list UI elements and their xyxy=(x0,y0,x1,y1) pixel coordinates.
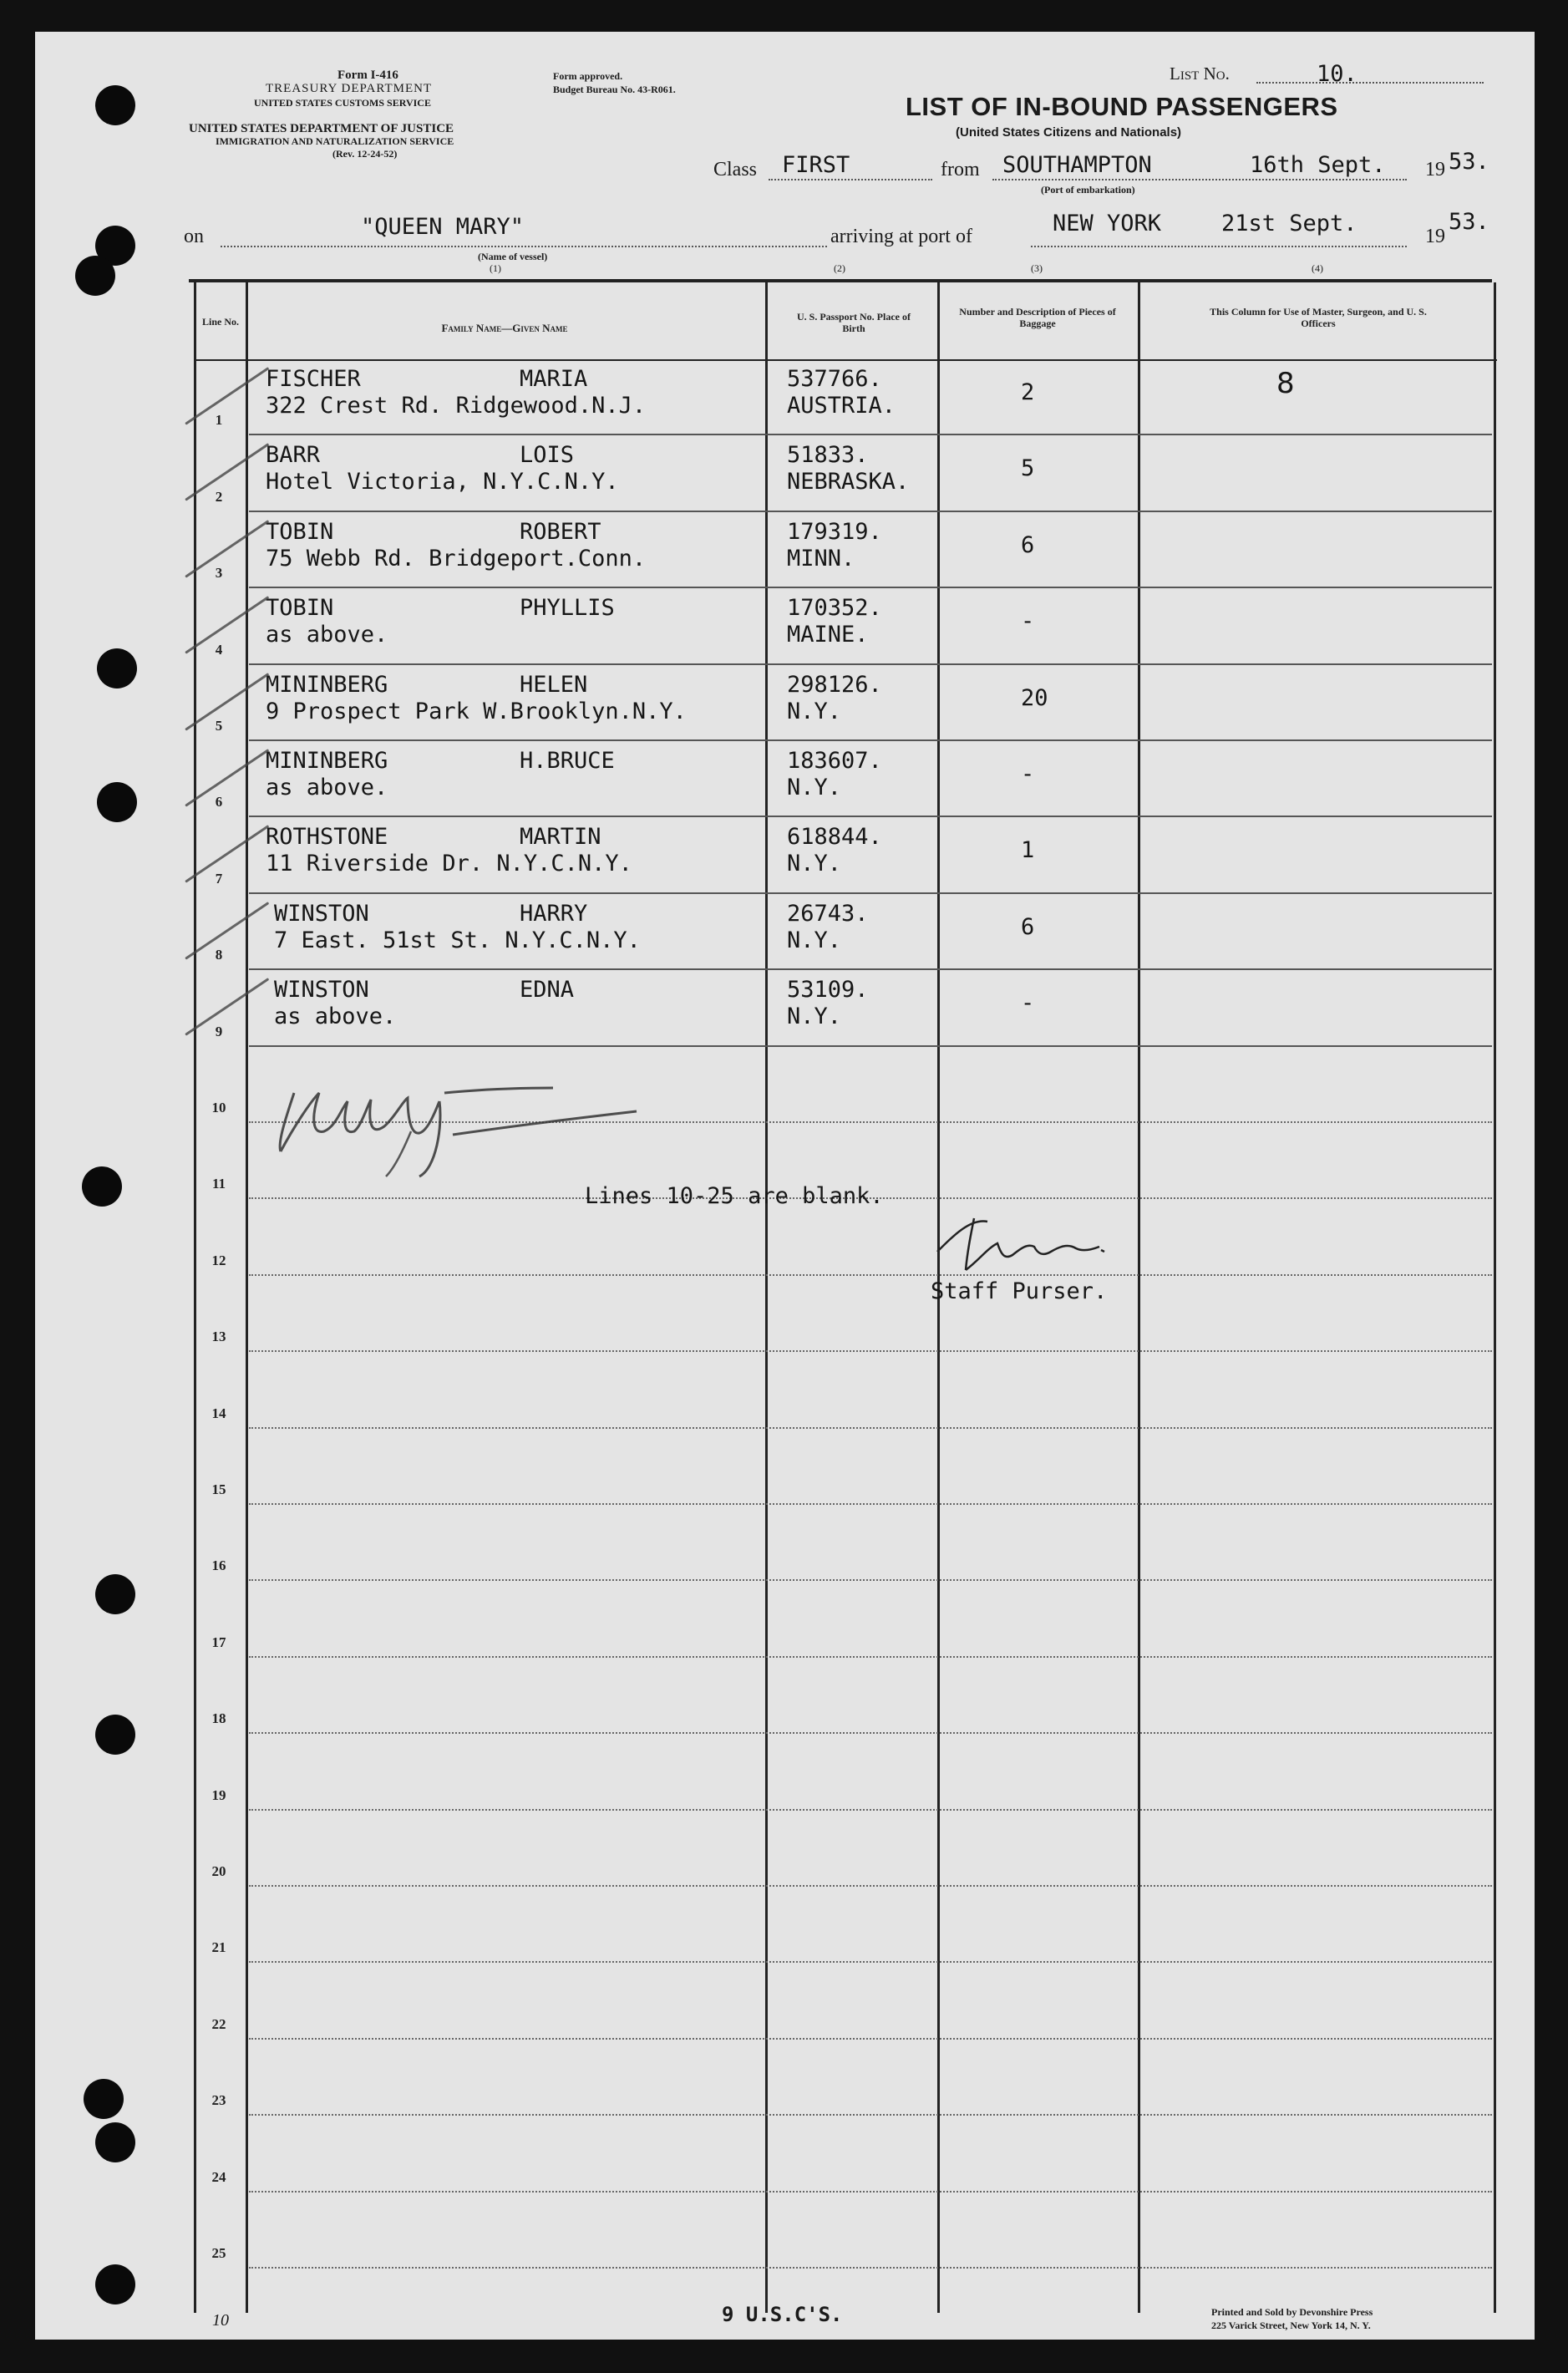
row-rule xyxy=(249,434,1492,435)
punch-hole xyxy=(75,256,115,296)
baggage-count: - xyxy=(1021,608,1035,635)
given-name: HARRY xyxy=(520,900,588,927)
footer-left-mark: 10 xyxy=(212,2311,229,2330)
baggage-count: 6 xyxy=(1021,913,1035,940)
on-label: on xyxy=(184,226,204,247)
punch-hole xyxy=(95,2264,135,2304)
header-bottom-rule xyxy=(194,359,1497,361)
arrival-line xyxy=(1031,246,1407,247)
line-number: 6 xyxy=(215,794,223,810)
place-of-birth: N.Y. xyxy=(787,698,842,724)
row-rule xyxy=(249,2114,1492,2116)
place-of-birth: N.Y. xyxy=(787,927,842,953)
line-number: 15 xyxy=(211,1481,226,1497)
col-number-2: (2) xyxy=(834,262,845,274)
punch-hole xyxy=(82,1166,122,1207)
row-rule xyxy=(249,1656,1492,1658)
line-number: 9 xyxy=(215,1023,223,1039)
given-name: MARTIN xyxy=(520,824,601,851)
departure-date: 16th Sept. xyxy=(1250,152,1386,178)
family-name: WINSTON xyxy=(274,977,369,1004)
row-rule xyxy=(249,1579,1492,1581)
row-rule xyxy=(249,1274,1492,1276)
col-divider-right xyxy=(1494,282,1496,2313)
row-rule xyxy=(249,816,1492,817)
list-no-line xyxy=(1256,82,1484,84)
place-of-birth: N.Y. xyxy=(787,851,842,877)
printer-line-2: 225 Varick Street, New York 14, N. Y. xyxy=(1211,2320,1371,2331)
passport-number: 51833. xyxy=(787,442,869,469)
family-name: TOBIN xyxy=(266,518,334,545)
line-number: 11 xyxy=(211,1176,226,1192)
line-number: 3 xyxy=(215,565,223,582)
printer-line-1: Printed and Sold by Devonshire Press xyxy=(1211,2306,1373,2318)
line-number: 10 xyxy=(211,1100,226,1115)
from-label: from xyxy=(941,159,980,180)
baggage-count: 20 xyxy=(1021,684,1048,711)
line-number: 23 xyxy=(211,2092,226,2109)
place-of-birth: NEBRASKA. xyxy=(787,469,910,495)
place-of-birth: MINN. xyxy=(787,545,855,572)
col-divider-name xyxy=(246,282,248,2313)
baggage-count: - xyxy=(1021,990,1035,1017)
header-line-no: Line No. xyxy=(201,316,239,328)
row-rule xyxy=(249,1732,1492,1734)
passport-number: 179319. xyxy=(787,518,882,545)
place-of-birth: AUSTRIA. xyxy=(787,393,896,419)
line-number: 21 xyxy=(211,1939,226,1956)
justice-dept: UNITED STATES DEPARTMENT OF JUSTICE xyxy=(189,122,454,135)
col-divider-line xyxy=(194,282,196,2313)
row-rule xyxy=(249,663,1492,665)
class-line xyxy=(769,179,932,180)
row-rule xyxy=(249,968,1492,970)
arriving-label: arriving at port of xyxy=(830,226,972,247)
baggage-count: 1 xyxy=(1021,837,1035,864)
row-rule xyxy=(249,1961,1492,1963)
year-prefix: 19 xyxy=(1425,159,1445,180)
punch-hole xyxy=(97,782,137,822)
vessel-name: "QUEEN MARY" xyxy=(361,214,525,240)
address: 322 Crest Rd. Ridgewood.N.J. xyxy=(266,393,647,419)
given-name: EDNA xyxy=(520,977,575,1004)
line-number: 4 xyxy=(215,641,223,658)
row-rule xyxy=(249,1427,1492,1429)
header-passport: U. S. Passport No. Place of Birth xyxy=(797,311,911,334)
header-baggage: Number and Description of Pieces of Baggage xyxy=(959,306,1116,329)
form-approved: Form approved. xyxy=(553,70,623,82)
family-name: WINSTON xyxy=(274,900,369,927)
line-number: 2 xyxy=(215,488,223,505)
baggage-count: - xyxy=(1021,761,1035,787)
row-rule xyxy=(249,2038,1492,2040)
passport-number: 53109. xyxy=(787,977,869,1004)
col-number-3: (3) xyxy=(1031,262,1043,274)
row-rule xyxy=(249,1885,1492,1887)
line-number: 25 xyxy=(211,2245,226,2261)
line-number: 19 xyxy=(211,1786,226,1803)
col-number-4: (4) xyxy=(1312,262,1323,274)
line-number: 13 xyxy=(211,1329,226,1345)
punch-hole xyxy=(95,2122,135,2162)
manifest-sheet xyxy=(35,32,1535,2340)
punch-hole xyxy=(95,1715,135,1755)
given-name: H.BRUCE xyxy=(520,748,615,774)
ins-service: IMMIGRATION AND NATURALIZATION SERVICE xyxy=(216,135,454,147)
row-rule xyxy=(249,587,1492,588)
baggage-count: 2 xyxy=(1021,379,1035,405)
given-name: HELEN xyxy=(520,671,588,698)
officer-mark: 8 xyxy=(1276,367,1295,400)
form-title: LIST OF IN-BOUND PASSENGERS xyxy=(906,92,1338,121)
given-name: MARIA xyxy=(520,366,588,392)
place-of-birth: N.Y. xyxy=(787,1004,842,1030)
passport-number: 183607. xyxy=(787,748,882,774)
given-name: PHYLLIS xyxy=(520,595,615,622)
header-name: Family Name—Given Name xyxy=(441,322,568,334)
year-value-2: 53. xyxy=(1449,209,1489,235)
budget-bureau: Budget Bureau No. 43-R061. xyxy=(553,84,676,95)
family-name: TOBIN xyxy=(266,595,334,622)
class-label: Class xyxy=(713,159,758,180)
passport-number: 298126. xyxy=(787,671,882,698)
line-number: 24 xyxy=(211,2168,226,2185)
row-rule xyxy=(249,739,1492,741)
baggage-count: 5 xyxy=(1021,455,1035,482)
given-name: LOIS xyxy=(520,442,575,469)
row-rule xyxy=(249,1045,1492,1047)
punch-hole xyxy=(84,2079,124,2119)
family-name: ROTHSTONE xyxy=(266,824,388,851)
list-no-label: List No. xyxy=(1170,64,1230,84)
form-number: Form I-416 xyxy=(337,69,398,82)
line-number: 7 xyxy=(215,870,223,887)
passport-number: 618844. xyxy=(787,824,882,851)
class-value: FIRST xyxy=(782,152,850,178)
address: 9 Prospect Park W.Brooklyn.N.Y. xyxy=(266,698,687,724)
from-line xyxy=(992,179,1407,180)
passport-number: 26743. xyxy=(787,900,869,927)
address: as above. xyxy=(266,775,388,800)
family-name: FISCHER xyxy=(266,366,361,392)
row-rule xyxy=(249,2267,1492,2269)
baggage-count: 6 xyxy=(1021,531,1035,558)
vessel-line xyxy=(221,246,827,247)
table-top-rule xyxy=(189,279,1492,282)
arrival-date: 21st Sept. xyxy=(1221,211,1357,236)
place-of-birth: N.Y. xyxy=(787,775,842,800)
passport-number: 537766. xyxy=(787,366,882,392)
revision: (Rev. 12-24-52) xyxy=(332,148,398,160)
address: 7 East. 51st St. N.Y.C.N.Y. xyxy=(274,927,641,953)
given-name: ROBERT xyxy=(520,518,601,545)
punch-hole xyxy=(97,648,137,689)
header-officers: This Column for Use of Master, Surgeon, and U. S. Officers xyxy=(1210,306,1427,329)
col-number-1: (1) xyxy=(490,262,501,274)
line-number: 12 xyxy=(211,1252,226,1268)
family-name: MININBERG xyxy=(266,671,388,698)
list-no-value: 10. xyxy=(1317,61,1357,87)
year-prefix-2: 19 xyxy=(1425,226,1445,247)
address: Hotel Victoria, N.Y.C.N.Y. xyxy=(266,469,619,495)
arrival-port: NEW YORK xyxy=(1053,211,1162,236)
embarkation-port: SOUTHAMPTON xyxy=(1002,152,1152,178)
treasury-dept: TREASURY DEPARTMENT xyxy=(266,82,433,95)
blank-lines-note: Lines 10-25 are blank. xyxy=(585,1183,884,1209)
vessel-caption: (Name of vessel) xyxy=(478,251,548,262)
line-number: 22 xyxy=(211,2015,226,2032)
form-subtitle: (United States Citizens and Nationals) xyxy=(956,125,1182,140)
line-number: 16 xyxy=(211,1557,226,1574)
handwritten-signature xyxy=(261,1051,645,1185)
address: as above. xyxy=(266,622,388,648)
line-number: 8 xyxy=(215,947,223,963)
line-number: 17 xyxy=(211,1634,226,1650)
family-name: MININBERG xyxy=(266,748,388,774)
row-rule xyxy=(249,1503,1492,1505)
footer-center: 9 U.S.C'S. xyxy=(722,2303,843,2326)
punch-hole xyxy=(95,1574,135,1614)
row-rule xyxy=(249,511,1492,512)
punch-hole xyxy=(95,85,135,125)
line-number: 1 xyxy=(215,412,223,429)
signature-title: Staff Purser. xyxy=(931,1278,1108,1304)
line-number: 20 xyxy=(211,1863,226,1879)
address: 75 Webb Rd. Bridgeport.Conn. xyxy=(266,545,647,572)
row-rule xyxy=(249,1809,1492,1811)
year-value: 53. xyxy=(1449,149,1489,175)
row-rule xyxy=(249,892,1492,894)
line-number: 5 xyxy=(215,718,223,734)
line-number: 18 xyxy=(211,1710,226,1727)
row-rule xyxy=(249,2191,1492,2193)
family-name: BARR xyxy=(266,442,321,469)
passport-number: 170352. xyxy=(787,595,882,622)
address: 11 Riverside Dr. N.Y.C.N.Y. xyxy=(266,851,632,877)
line-number: 14 xyxy=(211,1405,226,1421)
port-caption: (Port of embarkation) xyxy=(1041,184,1135,196)
purser-signature xyxy=(921,1202,1121,1285)
place-of-birth: MAINE. xyxy=(787,622,869,648)
row-rule xyxy=(249,1350,1492,1352)
customs-service: UNITED STATES CUSTOMS SERVICE xyxy=(254,97,431,109)
address: as above. xyxy=(274,1004,397,1030)
